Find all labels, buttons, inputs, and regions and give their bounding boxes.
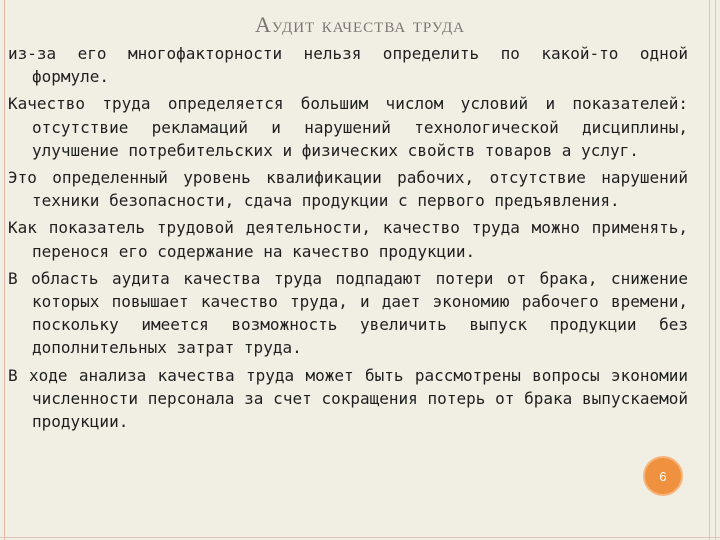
paragraph-1: из-за его многофакторности нельзя определить по какой-то одной формуле. [8, 44, 688, 87]
right-border-line-inner [709, 0, 710, 540]
slide-title: Аудит качества труда [254, 12, 466, 37]
bottom-border-line [0, 537, 720, 538]
paragraph-4: Как показатель трудовой деятельности, качество труда можно применять, перенося его содержание на качество продукции. [8, 218, 688, 261]
paragraph-5: В область аудита качества труда подпадают потери от брака, снижение которых повышает качество труда, и дает экономию рабочего времени, поскольку имеется возможность увеличить выпуск продукции без дополнительных затрат труда. [8, 268, 688, 358]
paragraph-3: Это определенный уровень квалификации рабочих, отсутствие нарушений техники безопасности, сдача продукции с первого предъявления. [8, 168, 688, 211]
slide-body [8, 42, 688, 437]
paragraph-2: Качество труда определяется большим числом условий и показателей: отсутствие рекламаций и нарушений технологической дисциплины, улучшение потребительских и физических свойств товаров а услуг. [8, 94, 688, 160]
page-number-badge: 6 [643, 456, 683, 496]
left-border-line [4, 0, 5, 540]
right-border-line-outer [715, 0, 716, 540]
paragraph-6: В ходе анализа качества труда может быть рассмотрены вопросы экономии численности персонала за счет сокращения потерь от брака выпускаемой продукции. [8, 365, 688, 432]
